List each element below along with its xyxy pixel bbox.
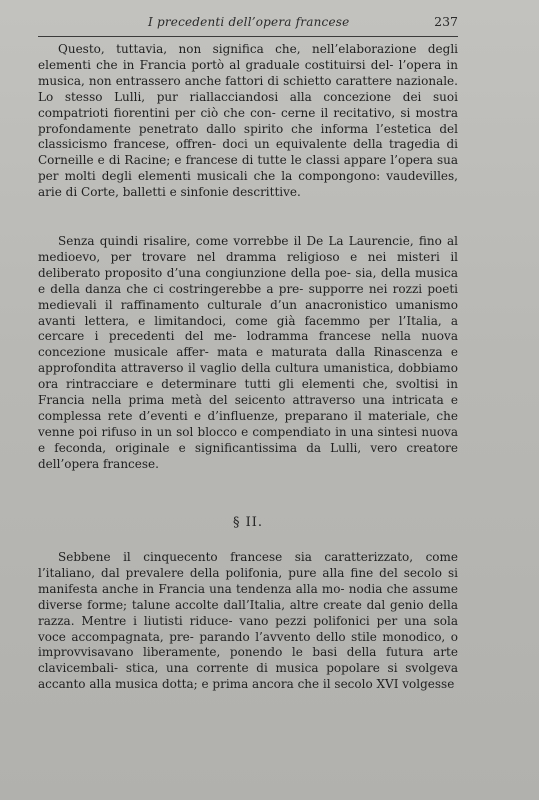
text-line: come già facemmo per l’Italia, a cercare i precedenti del me- [38, 313, 458, 344]
page-header [38, 12, 458, 34]
text-line: secolo si manifesta anche in Francia una tendenza alla mo- [38, 565, 458, 596]
text-line: misteri il deliberato proposito d’una congiunzione della poe- [38, 249, 459, 280]
text-line: elementi che in Francia portò al graduale costituirsi del- [38, 57, 394, 72]
text-line: degli elementi musicali che la compongono: vaudevilles, arie [38, 169, 458, 200]
text-line: fino al medioevo, per trovare nel dramma religioso e nei [38, 234, 458, 264]
text-line: altre create dal genio della razza. Mentre i liutisti riduce- [38, 597, 458, 628]
text-line: e francese di tutte le classi appare l’opera sua per molti [38, 153, 458, 184]
text-line: prima metà del seicento attraverso una intricata e complessa [38, 393, 458, 423]
text-line: Senza quindi risalire, come vorrebbe il De La Laurencie, [58, 234, 414, 248]
text-line: nodia che assume diverse forme; talune accolte dall’Italia, [38, 581, 458, 612]
text-line: sia, della musica e della danza che ci costringerebbe a pre- [38, 265, 458, 296]
text-line: vano pezzi polifonici per una sola voce accompagnata, pre- [38, 613, 458, 644]
text-line: creatore dell’opera francese. [38, 440, 458, 471]
text-line: doci un equivalente della tragedia di Corneille e di Racine; [38, 137, 458, 168]
header-rule [38, 36, 458, 37]
text-line: l’opera in musica, non entrassero anche fattori di schietto [38, 57, 458, 88]
text-line: spirito che informa l’estetica del classicismo francese, offren- [38, 121, 458, 152]
text-line: cerne il recitativo, si mostra profondamente penetrato dallo [38, 105, 458, 136]
page-number: 237 [434, 14, 458, 29]
text-line: lodramma francese nella nuova concezione musicale affer- [38, 329, 458, 360]
text-line: liberamente, ponendo le basi della futura arte clavicembali- [38, 645, 458, 676]
text-line: Sebbene il cinquecento francese sia caratterizzato, come [58, 550, 458, 564]
text-line: l’italiano, dal prevalere della polifonia, pure alla fine del [38, 565, 398, 580]
paragraph-3 [38, 550, 458, 693]
paragraph-2 [38, 234, 458, 473]
running-head: I precedenti dell’opera francese [148, 15, 350, 29]
text-line: concezione dei suoi compatrioti fiorentini per ciò che con- [38, 89, 458, 120]
text-line: stica, una corrente di musica popolare si svolgeva accanto [38, 661, 458, 692]
paragraph-1 [38, 42, 458, 201]
text-line: carattere nazionale. Lo stesso Lulli, pur riallacciandosi alla [38, 73, 458, 104]
text-line: mata e maturata dalla Rinascenza e approfondita attraverso [38, 345, 458, 376]
section-heading: § II. [232, 515, 264, 530]
text-line: il vaglio della cultura umanistica, dobbiamo ora rintracciare [38, 361, 458, 392]
text-line: e determinare tutti gli elementi che, svoltisi in Francia nella [38, 377, 459, 408]
text-line: parando l’avvento dello stile monodico, o improvvisavano [38, 629, 458, 660]
text-line: rete d’eventi e d’influenze, preparano il materiale, che venne [38, 408, 458, 439]
text-line: di Corte, balletti e sinfonie descrittive. [65, 185, 301, 200]
text-line: nuova e feconda, originale e significantissima da Lulli, vero [38, 424, 458, 455]
text-line: alla musica dotta; e prima ancora che il secolo XVI volgesse [89, 677, 455, 692]
text-line: d’un anacronistico umanismo avanti lettera, e limitandoci, [38, 297, 458, 328]
text-line: Questo, tuttavia, non significa che, nell’elaborazione degli [58, 42, 458, 56]
text-line: supporre nei rozzi poeti medievali il raffinamento culturale [38, 281, 459, 312]
text-line: poi rifuso in un sol blocco e compendiato in una sintesi [78, 424, 418, 439]
